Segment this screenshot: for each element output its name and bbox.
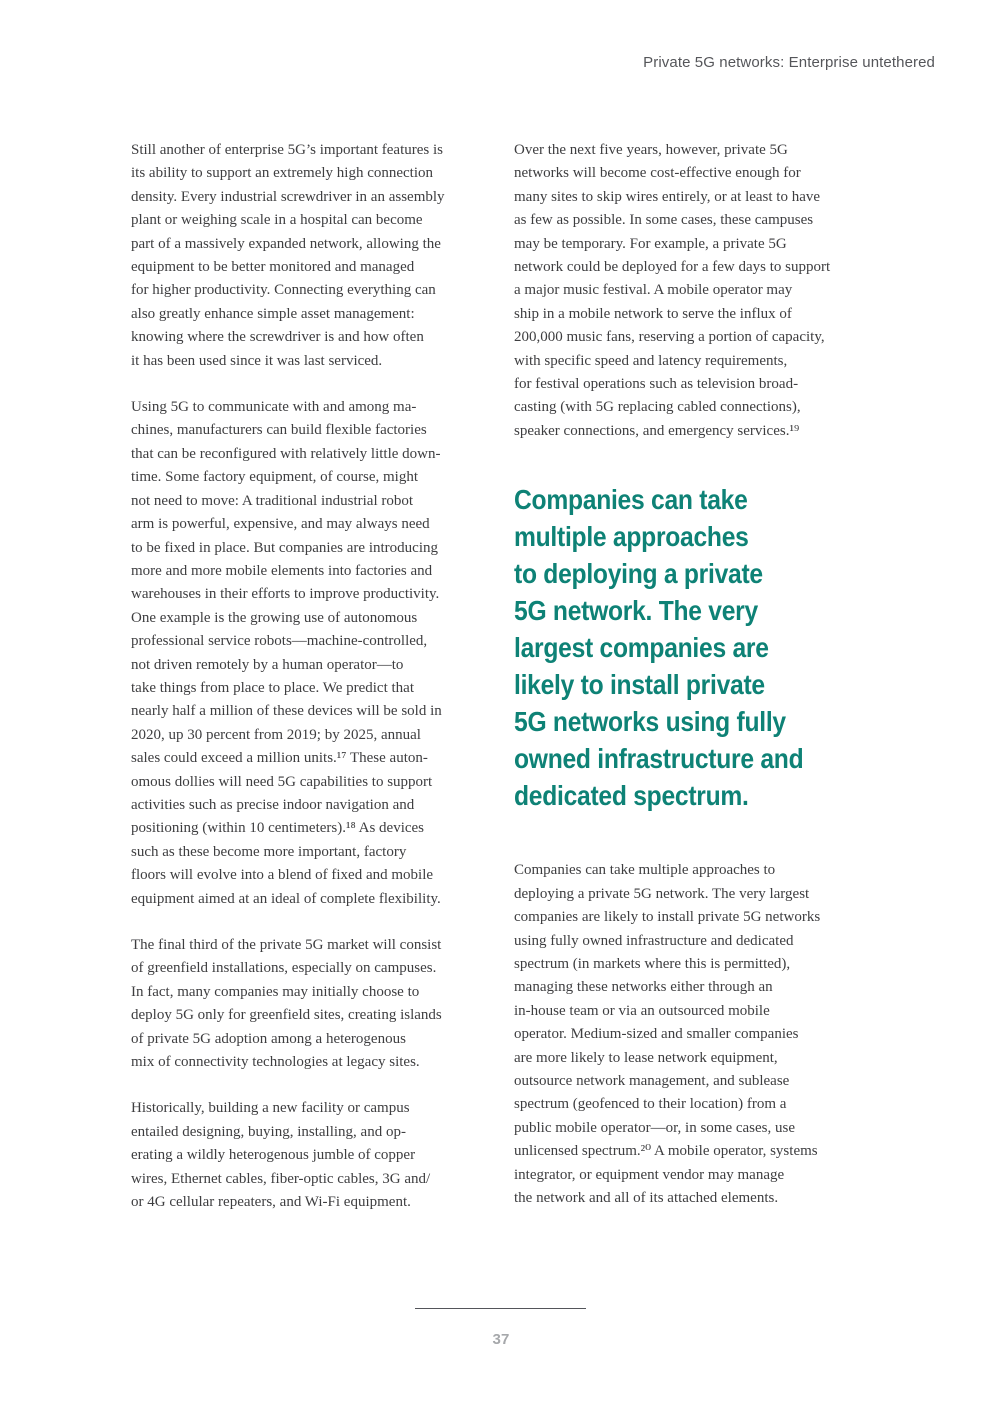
text-line: Companies can take multiple approaches to	[514, 862, 776, 879]
text-line: speaker connections, and emergency services.¹⁹	[514, 422, 800, 439]
paragraph	[131, 396, 476, 911]
text-line: entailed designing, buying, installing, and op-	[131, 1123, 406, 1140]
text-line: also greatly enhance simple asset management:	[131, 305, 415, 322]
text-line: likely to install private	[514, 669, 765, 701]
text-line: unlicensed spectrum.²⁰ A mobile operator, systems	[514, 1143, 818, 1160]
text-line: wires, Ethernet cables, fiber-optic cables, 3G and/	[131, 1170, 431, 1187]
text-line: integrator, or equipment vendor may manage	[514, 1166, 785, 1183]
text-line: largest companies are	[514, 632, 769, 664]
text-line: density. Every industrial screwdriver in an assembly	[131, 188, 445, 205]
text-line: professional service robots—machine-controlled,	[131, 633, 428, 650]
text-line: that can be reconfigured with relatively little down-	[131, 445, 441, 462]
text-line: One example is the growing use of autonomous	[131, 609, 418, 626]
text-line: may be temporary. For example, a private 5G	[514, 235, 787, 252]
text-line: activities such as precise indoor navigation and	[131, 796, 415, 813]
text-line: The final third of the private 5G market will consist	[131, 937, 442, 953]
left-column	[131, 139, 476, 1237]
text-line: arm is powerful, expensive, and may always need	[131, 516, 430, 533]
text-line: mix of connectivity technologies at legacy sites.	[131, 1054, 420, 1071]
running-header: Private 5G networks: Enterprise untethered	[643, 54, 935, 71]
text-line: Historically, building a new facility or campus	[131, 1100, 410, 1117]
text-line: it has been used since it was last serviced.	[131, 352, 383, 369]
text-line: as few as possible. In some cases, these campuses	[514, 212, 814, 229]
text-line: Still another of enterprise 5G’s important features is	[131, 142, 444, 158]
text-line: equipment to be better monitored and managed	[131, 259, 415, 276]
text-line: sales could exceed a million units.¹⁷ These auton-	[131, 750, 428, 767]
text-line: positioning (within 10 centimeters).¹⁸ As devices	[131, 820, 425, 837]
text-line: outsource network management, and sublease	[514, 1072, 790, 1089]
text-line: to deploying a private	[514, 558, 763, 590]
text-line: part of a massively expanded network, allowing the	[131, 235, 441, 252]
text-line: In fact, many companies may initially choose to	[131, 983, 420, 1000]
right-column	[514, 139, 860, 1233]
text-line: not need to move: A traditional industrial robot	[131, 492, 414, 509]
paragraph	[514, 859, 860, 1210]
text-line: nearly half a million of these devices will be sold in	[131, 703, 442, 720]
text-line: dedicated spectrum.	[514, 780, 749, 812]
text-line: spectrum (geofenced to their location) from a	[514, 1096, 787, 1113]
pull-quote	[514, 481, 860, 814]
text-line: such as these become more important, factory	[131, 843, 407, 860]
page-number: 37	[492, 1331, 510, 1348]
text-line: spectrum (in markets where this is permitted),	[514, 955, 791, 972]
text-line: or 4G cellular repeaters, and Wi-Fi equipment.	[131, 1194, 411, 1211]
text-line: to be fixed in place. But companies are introducing	[131, 539, 438, 556]
text-line: of greenfield installations, especially on campuses.	[131, 960, 437, 977]
text-line: ship in a mobile network to serve the influx of	[514, 305, 792, 322]
text-line: a major music festival. A mobile operator may	[514, 282, 793, 299]
text-line: knowing where the screwdriver is and how often	[131, 329, 424, 346]
paragraph	[514, 139, 860, 443]
text-line: Companies can take	[514, 484, 748, 516]
text-line: 5G networks using fully	[514, 706, 786, 738]
text-line: Over the next five years, however, private 5G	[514, 142, 788, 158]
text-line: operator. Medium-sized and smaller companies	[514, 1026, 799, 1043]
text-line: its ability to support an extremely high connection	[131, 165, 434, 182]
text-line: equipment aimed at an ideal of complete flexibility.	[131, 890, 441, 907]
text-line: deploy 5G only for greenfield sites, creating islands	[131, 1007, 442, 1024]
text-line: time. Some factory equipment, of course, might	[131, 469, 419, 486]
text-line: casting (with 5G replacing cabled connections),	[514, 399, 801, 416]
text-line: take things from place to place. We predict that	[131, 679, 414, 696]
text-line: 200,000 music fans, reserving a portion of capacity,	[514, 329, 825, 346]
text-line: erating a wildly heterogenous jumble of copper	[131, 1147, 416, 1164]
text-line: chines, manufacturers can build flexible factories	[131, 422, 427, 439]
text-line: warehouses in their efforts to improve productivity.	[131, 586, 440, 603]
paragraph	[131, 934, 476, 1074]
text-line: multiple approaches	[514, 521, 749, 553]
text-line: with specific speed and latency requirements,	[514, 352, 788, 369]
footer-rule	[415, 1308, 586, 1309]
text-line: networks will become cost-effective enough for	[514, 165, 801, 182]
text-line: managing these networks either through an	[514, 979, 773, 996]
text-line: owned infrastructure and	[514, 743, 804, 775]
text-line: for festival operations such as television broad-	[514, 376, 799, 393]
text-line: many sites to skip wires entirely, or at least to have	[514, 188, 821, 205]
text-line: network could be deployed for a few days to support	[514, 259, 831, 276]
text-line: companies are likely to install private 5G networks	[514, 909, 821, 926]
text-line: 5G network. The very	[514, 595, 758, 627]
text-line: more and more mobile elements into factories and	[131, 562, 433, 579]
text-line: Using 5G to communicate with and among ma-	[131, 399, 417, 416]
text-line: the network and all of its attached elements.	[514, 1189, 779, 1206]
text-line: for higher productivity. Connecting everything can	[131, 282, 436, 299]
text-line: of private 5G adoption among a heterogenous	[131, 1030, 406, 1047]
text-line: floors will evolve into a blend of fixed and mobile	[131, 867, 434, 884]
text-line: public mobile operator—or, in some cases, use	[514, 1119, 795, 1136]
text-line: 2020, up 30 percent from 2019; by 2025, annual	[131, 726, 421, 743]
text-line: plant or weighing scale in a hospital can become	[131, 212, 423, 229]
text-line: omous dollies will need 5G capabilities to support	[131, 773, 433, 790]
text-line: deploying a private 5G network. The very largest	[514, 885, 810, 902]
text-line: using fully owned infrastructure and dedicated	[514, 932, 794, 949]
paragraph	[131, 1097, 476, 1214]
text-line: are more likely to lease network equipment,	[514, 1049, 778, 1066]
text-line: not driven remotely by a human operator—to	[131, 656, 404, 673]
paragraph	[131, 139, 476, 373]
text-line: in-house team or via an outsourced mobile	[514, 1002, 770, 1019]
